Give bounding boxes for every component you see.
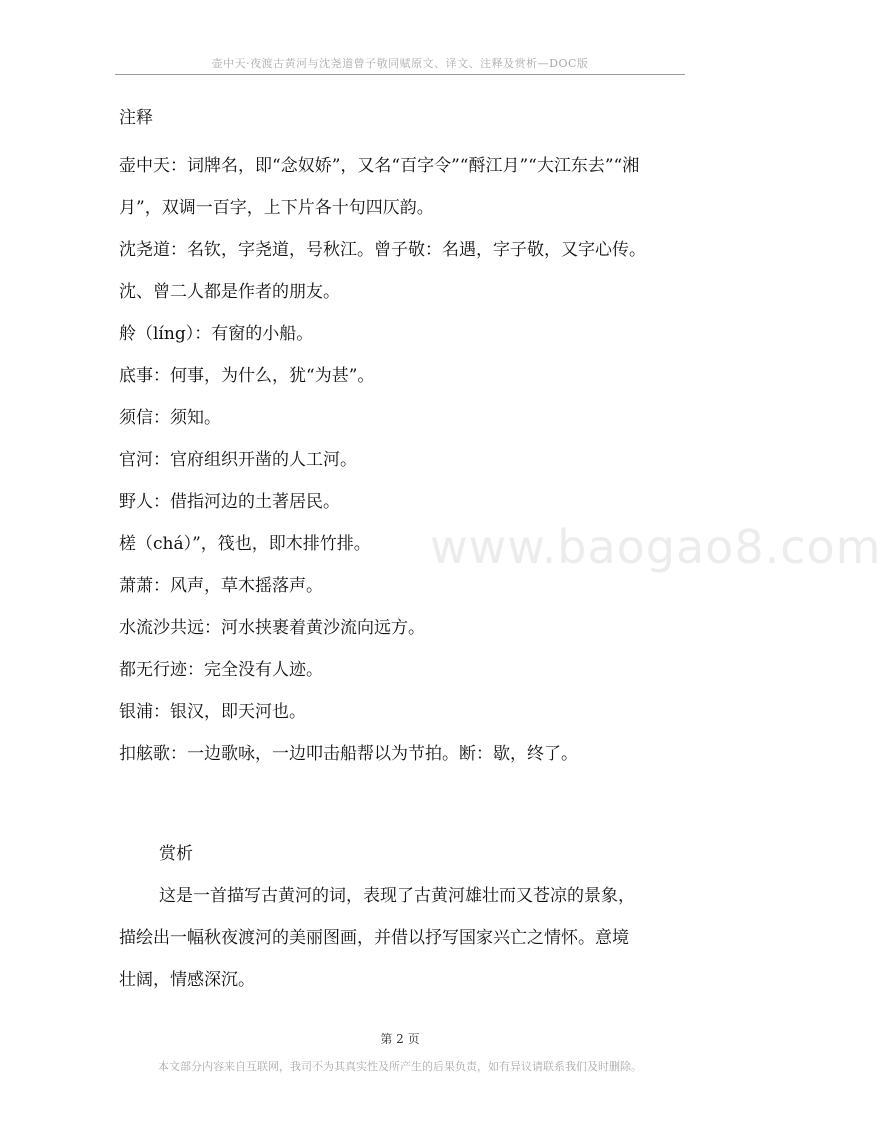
page-number: 第 2 页 xyxy=(380,1032,420,1046)
note-line: 萧萧：风声，草木摇落声。 xyxy=(119,576,323,596)
appreciation-line: 描绘出一幅秋夜渡河的美丽图画，并借以抒写国家兴亡之情怀。意境 xyxy=(119,928,629,948)
header-divider xyxy=(115,74,685,75)
page-header: 壶中天·夜渡古黄河与沈尧道曾子敬同赋原文、译文、注释及赏析—DOC版 xyxy=(211,57,589,70)
note-line: 官河：官府组织开凿的人工河。 xyxy=(119,450,357,470)
note-line: 槎（chá）”，筏也，即木排竹排。 xyxy=(119,534,371,554)
note-line: 野人：借指河边的土著居民。 xyxy=(119,492,340,512)
page-footer-disclaimer: 本文部分内容来自互联网，我司不为其真实性及所产生的后果负责，如有异议请联系我们及时删除。 xyxy=(158,1060,642,1073)
notes-heading: 注释 xyxy=(119,108,153,128)
note-line: 扣舷歌：一边歌咏，一边叩击船帮以为节拍。断：歇，终了。 xyxy=(119,744,578,764)
appreciation-line: 这是一首描写古黄河的词，表现了古黄河雄壮而又苍凉的景象， xyxy=(159,886,635,906)
document-body xyxy=(119,98,689,1002)
appreciation-line: 壮阔，情感深沉。 xyxy=(119,970,255,990)
note-line: 银浦：银汉，即天河也。 xyxy=(119,702,306,722)
note-line: 沈尧道：名钦，字尧道，号秋江。曾子敬：名遇，字子敬，又字心传。 xyxy=(119,240,646,260)
appreciation-heading: 赏析 xyxy=(159,844,193,864)
note-line: 舲（líng）：有窗的小船。 xyxy=(119,324,314,344)
note-line: 水流沙共远：河水挟裹着黄沙流向远方。 xyxy=(119,618,425,638)
note-line: 月”，双调一百字，上下片各十句四仄韵。 xyxy=(119,198,434,218)
note-line: 壶中天：词牌名，即“念奴娇”，又名“百字令”“酹江月”“大江东去”“湘 xyxy=(119,156,640,176)
note-line: 须信：须知。 xyxy=(119,408,221,428)
note-line: 都无行迹：完全没有人迹。 xyxy=(119,660,323,680)
watermark-text: www.baogao8.com xyxy=(430,520,881,574)
note-line: 沈、曾二人都是作者的朋友。 xyxy=(119,282,340,302)
note-line: 底事：何事，为什么，犹“为甚”。 xyxy=(119,366,375,386)
